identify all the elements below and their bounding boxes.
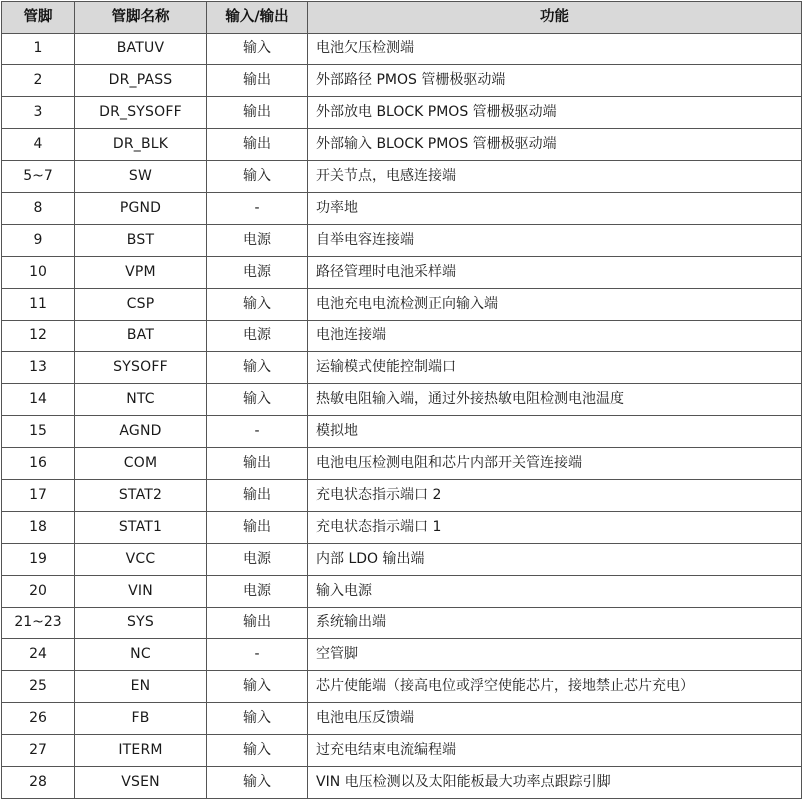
cell-pin-name: STAT2 [75,479,207,511]
cell-function: 路径管理时电池采样端 [308,256,802,288]
cell-io-type: - [207,192,308,224]
cell-pin-number: 26 [2,703,75,735]
table-row [2,384,802,416]
cell-pin-number: 21~23 [2,607,75,639]
table-row [2,735,802,767]
cell-pin-number: 12 [2,320,75,352]
table-row [2,161,802,193]
cell-function: 外部放电 BLOCK PMOS 管栅极驱动端 [308,97,802,129]
cell-function: 内部 LDO 输出端 [308,543,802,575]
cell-io-type: 电源 [207,575,308,607]
cell-pin-number: 15 [2,416,75,448]
cell-pin-name: DR_BLK [75,129,207,161]
cell-function: 自举电容连接端 [308,224,802,256]
cell-pin-number: 8 [2,192,75,224]
cell-pin-name: BATUV [75,33,207,65]
cell-pin-name: SYS [75,607,207,639]
table-row [2,639,802,671]
cell-pin-number: 25 [2,671,75,703]
cell-io-type: 输出 [207,448,308,480]
cell-pin-number: 11 [2,288,75,320]
cell-io-type: 输出 [207,65,308,97]
cell-pin-name: ITERM [75,735,207,767]
cell-io-type: 输入 [207,703,308,735]
table-row [2,479,802,511]
cell-pin-number: 13 [2,352,75,384]
cell-pin-number: 24 [2,639,75,671]
cell-io-type: 输入 [207,161,308,193]
cell-io-type: 输入 [207,384,308,416]
cell-pin-name: FB [75,703,207,735]
cell-io-type: 输出 [207,479,308,511]
cell-io-type: 输出 [207,511,308,543]
header-function: 功能 [308,2,802,34]
cell-pin-number: 27 [2,735,75,767]
table-row [2,352,802,384]
table-row [2,607,802,639]
cell-function: 电池连接端 [308,320,802,352]
cell-pin-number: 10 [2,256,75,288]
cell-function: 电池电压反馈端 [308,703,802,735]
cell-function: 热敏电阻输入端，通过外接热敏电阻检测电池温度 [308,384,802,416]
table-row [2,703,802,735]
cell-pin-name: PGND [75,192,207,224]
cell-pin-number: 14 [2,384,75,416]
cell-pin-name: DR_SYSOFF [75,97,207,129]
cell-io-type: 输出 [207,97,308,129]
cell-io-type: 输入 [207,766,308,798]
cell-pin-number: 17 [2,479,75,511]
cell-io-type: 输入 [207,671,308,703]
cell-pin-number: 19 [2,543,75,575]
cell-function: 空管脚 [308,639,802,671]
cell-pin-name: STAT1 [75,511,207,543]
cell-pin-name: BST [75,224,207,256]
header-pin-name: 管脚名称 [75,2,207,34]
table-row [2,224,802,256]
cell-io-type: - [207,639,308,671]
cell-pin-name: NC [75,639,207,671]
cell-pin-name: BAT [75,320,207,352]
table-row [2,575,802,607]
table-row [2,416,802,448]
cell-function: 充电状态指示端口 2 [308,479,802,511]
table-header [2,2,802,34]
cell-io-type: 电源 [207,224,308,256]
table-row [2,256,802,288]
cell-function: VIN 电压检测以及太阳能板最大功率点跟踪引脚 [308,766,802,798]
cell-function: 开关节点，电感连接端 [308,161,802,193]
cell-pin-name: SYSOFF [75,352,207,384]
cell-function: 外部输入 BLOCK PMOS 管栅极驱动端 [308,129,802,161]
cell-pin-number: 16 [2,448,75,480]
cell-pin-number: 2 [2,65,75,97]
cell-pin-name: VIN [75,575,207,607]
cell-function: 芯片使能端（接高电位或浮空使能芯片，接地禁止芯片充电） [308,671,802,703]
table-row [2,320,802,352]
cell-io-type: 输入 [207,352,308,384]
cell-pin-number: 5~7 [2,161,75,193]
table-row [2,671,802,703]
cell-pin-name: AGND [75,416,207,448]
cell-io-type: - [207,416,308,448]
cell-pin-number: 20 [2,575,75,607]
table-row [2,543,802,575]
header-row [2,2,802,34]
cell-function: 电池欠压检测端 [308,33,802,65]
table-row [2,129,802,161]
cell-pin-number: 18 [2,511,75,543]
cell-io-type: 输入 [207,735,308,767]
table-row [2,766,802,798]
table-row [2,33,802,65]
cell-pin-name: VPM [75,256,207,288]
table-row [2,65,802,97]
cell-function: 运输模式使能控制端口 [308,352,802,384]
cell-io-type: 电源 [207,543,308,575]
cell-io-type: 输入 [207,33,308,65]
cell-function: 电池充电电流检测正向输入端 [308,288,802,320]
table-row [2,288,802,320]
table-body [2,33,802,798]
cell-pin-name: COM [75,448,207,480]
cell-function: 电池电压检测电阻和芯片内部开关管连接端 [308,448,802,480]
cell-function: 输入电源 [308,575,802,607]
table-row [2,448,802,480]
cell-io-type: 电源 [207,320,308,352]
cell-io-type: 输入 [207,288,308,320]
cell-io-type: 电源 [207,256,308,288]
pin-definition-table [1,1,802,799]
cell-pin-name: VCC [75,543,207,575]
cell-pin-name: VSEN [75,766,207,798]
cell-pin-number: 4 [2,129,75,161]
cell-function: 充电状态指示端口 1 [308,511,802,543]
cell-function: 模拟地 [308,416,802,448]
table-row [2,511,802,543]
cell-pin-name: CSP [75,288,207,320]
cell-function: 过充电结束电流编程端 [308,735,802,767]
cell-pin-number: 1 [2,33,75,65]
table-row [2,192,802,224]
cell-pin-name: DR_PASS [75,65,207,97]
header-pin: 管脚 [2,2,75,34]
table-row [2,97,802,129]
cell-function: 功率地 [308,192,802,224]
cell-io-type: 输出 [207,607,308,639]
cell-pin-number: 28 [2,766,75,798]
header-io: 输入/输出 [207,2,308,34]
cell-pin-number: 3 [2,97,75,129]
cell-function: 系统输出端 [308,607,802,639]
cell-pin-name: EN [75,671,207,703]
cell-function: 外部路径 PMOS 管栅极驱动端 [308,65,802,97]
cell-pin-name: SW [75,161,207,193]
cell-io-type: 输出 [207,129,308,161]
cell-pin-number: 9 [2,224,75,256]
cell-pin-name: NTC [75,384,207,416]
